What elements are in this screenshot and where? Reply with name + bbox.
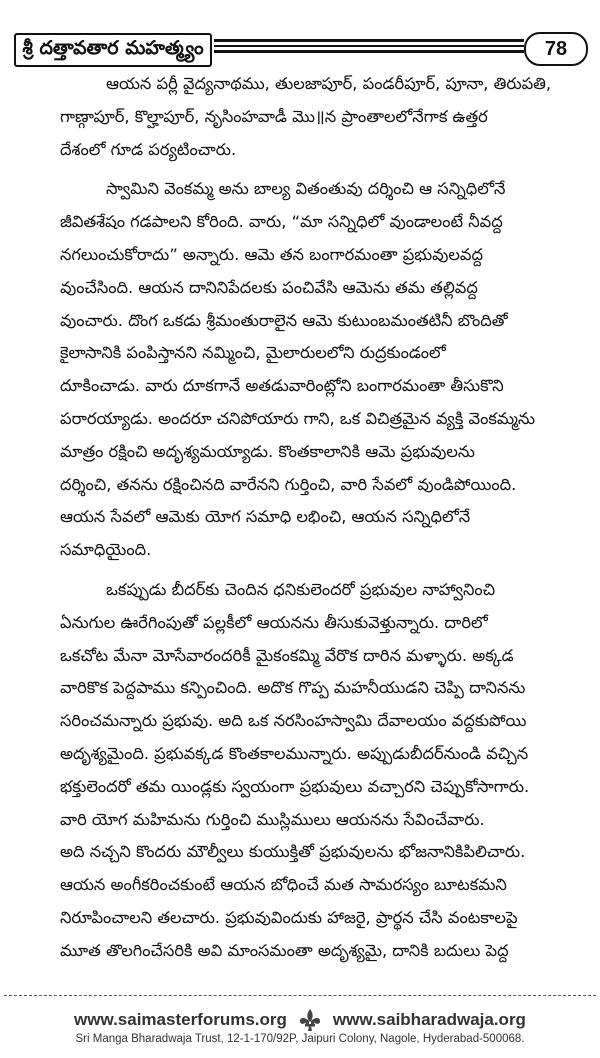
text-line: పరారయ్యాడు. అందరూ చనిపోయారు గాని, ఒక విచిత్రమైన వ్యక్తి వెంకమ్మను xyxy=(60,408,535,428)
text-line: దూకించాడు. వారు దూకగానే అతడువారింట్లోని బంగారమంతా తీసుకొని xyxy=(60,376,504,396)
paragraph xyxy=(60,173,590,567)
fleur-de-lis-icon xyxy=(297,1007,323,1033)
text-line: జీవితశేషం గడపాలని కోరింది. వారు, “మా సన్నిధిలో వుండాలంటే నీవద్ద xyxy=(60,212,503,232)
text-line: సమాధియైంది. xyxy=(60,540,152,560)
text-line: ఆయన పర్లీ వైద్యనాథము, తులజాపూర్, పండరీపూర్, పూనా, తిరుపతి, xyxy=(106,74,552,93)
text-line: వుంచేసింది. ఆయన దానినిపేదలకు పంచివేసి ఆమెను తమ తల్లివద్ద xyxy=(60,277,478,297)
paragraph xyxy=(60,574,590,968)
footer-link-right[interactable]: www.saibharadwaja.org xyxy=(332,1010,526,1029)
text-line: అది నచ్చని కొందరు మౌల్వీలు కుయుక్తితో ప్రభువులను భోజనానికిపిలిచారు. xyxy=(60,842,526,862)
footer-address: Sri Manga Bharadwaja Trust, 12-1-170/92P, Jaipuri Colony, Nagole, Hyderabad-500068. xyxy=(75,1033,525,1045)
text-line: దర్శించి, తనను రక్షించినది వారేనని గుర్తించి, వారి సేవలో వుండిపోయింది. xyxy=(60,474,517,494)
paragraph xyxy=(60,68,590,166)
page-body xyxy=(60,68,590,975)
text-line: దేశంలో గూడ పర్యటించారు. xyxy=(60,139,237,159)
text-line: కైలాసానికి పంపిస్తానని నమ్మించి, మైలారులలోని రుద్రకుండంలో xyxy=(60,343,446,363)
text-line: నిరూపించాలని తలచారు. ప్రభువువిందుకు హాజరై, ప్రార్థన చేసి వంటకాలపై xyxy=(60,907,518,927)
text-line: మాత్రం రక్షించి అదృశ్యమయ్యాడు. కొంతకాలానికి ఆమె ప్రభువులను xyxy=(60,441,475,461)
page-header xyxy=(14,33,588,67)
page-number: 78 xyxy=(524,32,588,66)
text-line: ఒకప్పుడు బీదర్‌కు చెందిన ధనికులెందరో ప్రభువుల నాహ్వానించి xyxy=(106,579,496,599)
header-rules xyxy=(214,39,524,61)
footer-links xyxy=(0,1005,600,1035)
text-line: ఆయన సేవలో ఆమెకు యోగ సమాధి లభించి, ఆయన సన్నిధిలోనే xyxy=(60,507,471,527)
text-line: వుంచారు. దొంగ ఒకడు శ్రీమంతురాలైన ఆమె కుటుంబమంతటినీ బొందితో xyxy=(60,310,508,330)
text-line: నగలుంచుకోరాదు” అన్నారు. ఆమె తన బంగారమంతా ప్రభువులవద్ద xyxy=(60,244,483,264)
text-line: ఆయన అంగీకరించకుంటే ఆయన బోధించే మత సామరస్యం బూటకమని xyxy=(60,875,507,895)
text-line: మూత తొలగించేసరికి అవి మాంసమంతా అదృశ్యమై, దానికి బదులు పెద్ద xyxy=(60,940,509,960)
text-line: సరించమన్నారు ప్రభువు. అది ఒక నరసింహస్వామి దేవాలయం వద్దకుపోయి xyxy=(60,711,527,731)
text-line: గాణ్గాపూర్, కొల్హాపూర్, నృసింహవాడీ మొ॥న ప్రాంతాలలోనేగాక ఉత్తర xyxy=(60,106,488,126)
text-line: ఏనుగుల ఊరేగింపుతో పల్లకీలో ఆయనను తీసుకువెళ్తున్నారు. దారిలో xyxy=(60,612,488,632)
text-line: వారి యోగ మహిమను గుర్తించి ముస్లిములు ఆయనను సేవించేవారు. xyxy=(60,809,485,829)
footer-divider xyxy=(4,995,596,996)
book-title: శ్రీ దత్తావతార మహత్మ్యం xyxy=(14,33,212,67)
text-line: స్వామిని వెంకమ్మ అను బాల్య వితంతువు దర్శించి ఆ సన్నిధిలోనే xyxy=(106,179,506,199)
footer-link-left[interactable]: www.saimasterforums.org xyxy=(74,1010,287,1029)
text-line: భక్తులెందరో తమ యిండ్లకు స్వయంగా ప్రభువులు వచ్చారని చెప్పుకోసాగారు. xyxy=(60,776,530,796)
text-line: వారికొక పెద్దపాము కన్పించింది. అదొక గొప్ప మహనీయుడని చెప్పి దానినను xyxy=(60,678,526,698)
text-line: అదృశ్యమైంది. ప్రభువక్కడ కొంతకాలమున్నారు. అప్పుడుబీదర్‌నుండి వచ్చిన xyxy=(60,743,529,763)
text-line: ఒకచోట మేనా మోసేవారందరికీ మైకంకమ్మి వేరొక దారిన మళ్ళారు. అక్కడ xyxy=(60,645,514,665)
page-footer xyxy=(0,985,600,1058)
